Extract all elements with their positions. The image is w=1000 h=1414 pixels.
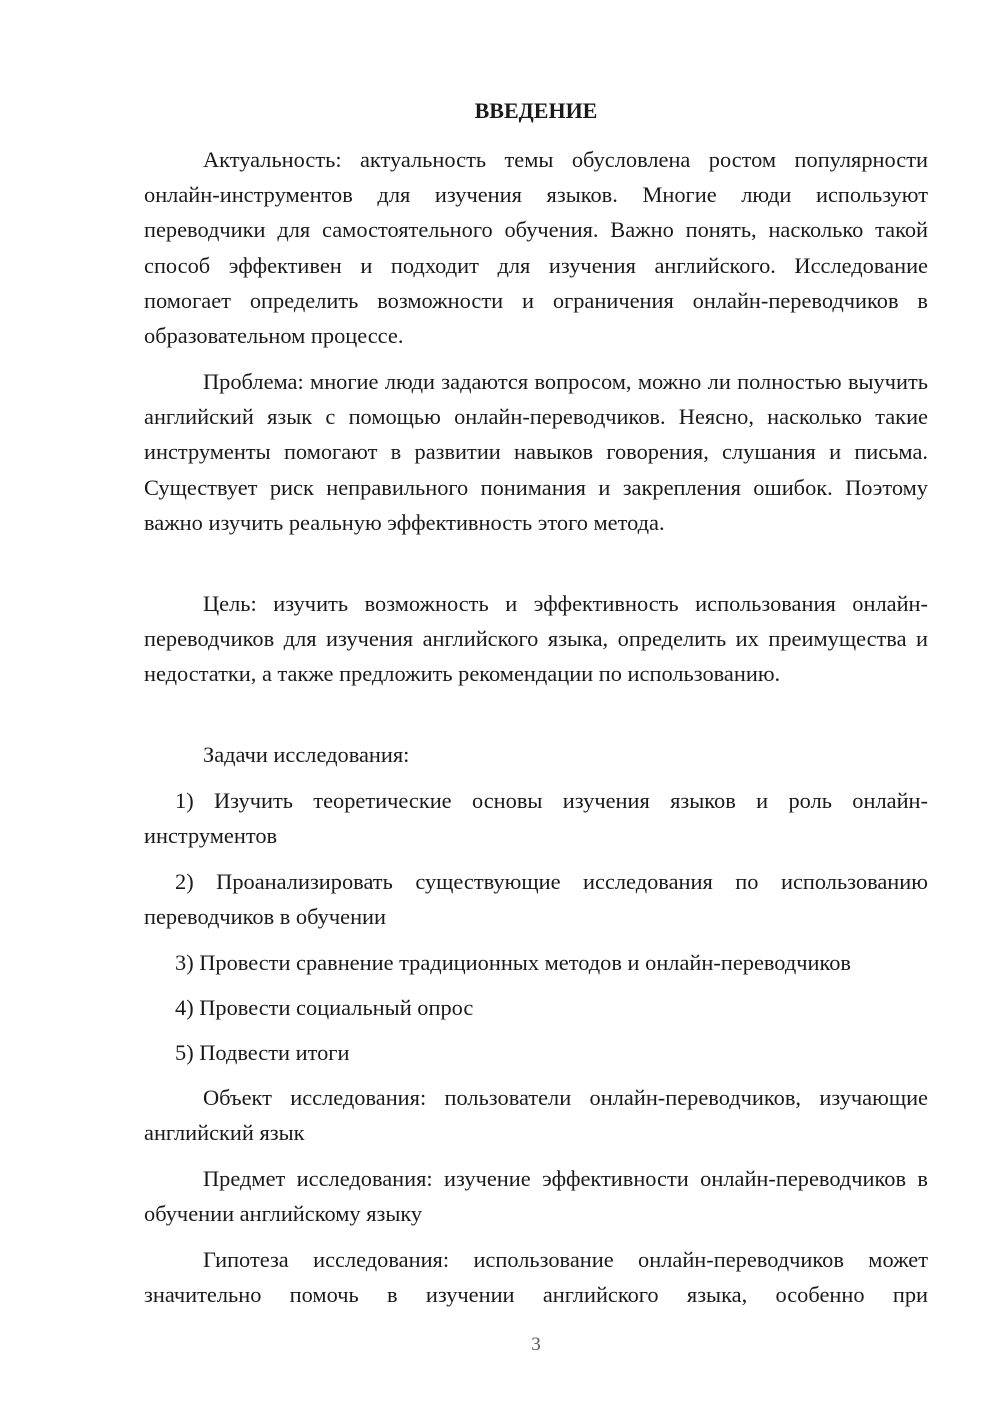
page-title: ВВЕДЕНИЕ xyxy=(474,98,598,123)
goal-paragraph: Цель: изучить возможность и эффективность использования онлайн-переводчиков для изучения английского языка, определить их преимущества и недостатки, а также предложить рекомендации по использованию. xyxy=(144,591,928,687)
hypothesis-paragraph: Гипотеза исследования: использование онлайн-переводчиков может значительно помочь в изучении английского языка, особенно при xyxy=(144,1247,928,1308)
problem-paragraph: Проблема: многие люди задаются вопросом, можно ли полностью выучить английский язык с помощью онлайн-переводчиков. Неясно, насколько такие инструменты помогают в развитии навыков говорения, слушания и письма. Существует риск неправильного понимания и закрепления ошибок. Поэтому важно изучить реальную эффективность этого метода. xyxy=(144,369,928,535)
task-item-3: 3) Провести сравнение традиционных методов и онлайн-переводчиков xyxy=(175,950,852,975)
task-item-5: 5) Подвести итоги xyxy=(175,1040,350,1065)
object-paragraph: Объект исследования: пользователи онлайн-переводчиков, изучающие английский язык xyxy=(144,1085,928,1146)
tasks-heading: Задачи исследования: xyxy=(203,742,410,767)
task-item-1: 1) Изучить теоретические основы изучения языков и роль онлайн-инструментов xyxy=(144,788,928,849)
task-item-2: 2) Проанализировать существующие исследования по использованию переводчиков в обучении xyxy=(144,869,928,930)
task-item-4: 4) Провести социальный опрос xyxy=(175,995,474,1020)
page-number: 3 xyxy=(531,1334,541,1355)
subject-paragraph: Предмет исследования: изучение эффективности онлайн-переводчиков в обучении английскому языку xyxy=(144,1166,928,1227)
relevance-paragraph: Актуальность: актуальность темы обусловлена ростом популярности онлайн-инструментов для изучения языков. Многие люди используют переводчики для самостоятельного обучения. Важно понять, насколько такой способ эффективен и подходит для изучения английского. Исследование помогает определить возможности и ограничения онлайн-переводчиков в образовательном процессе. xyxy=(144,147,928,349)
